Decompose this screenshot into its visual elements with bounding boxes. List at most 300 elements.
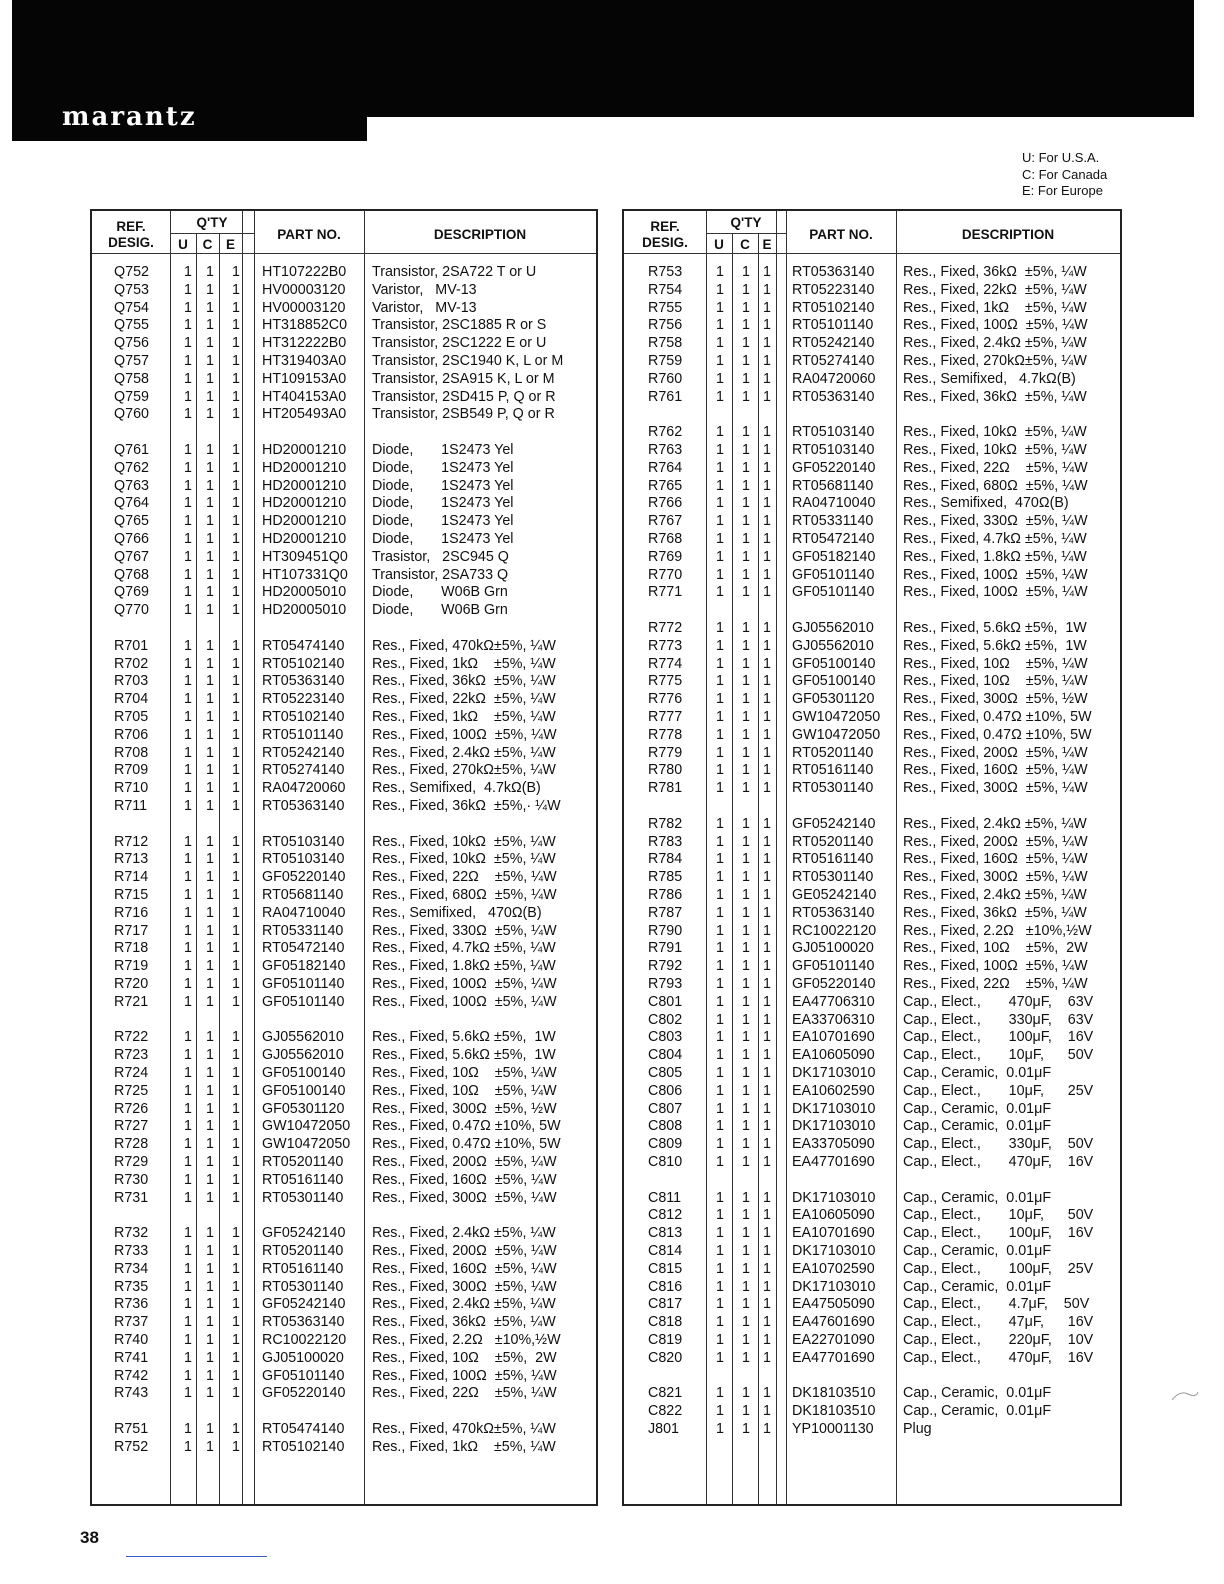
ref-desig: C819 <box>648 1332 683 1348</box>
description: Res., Fixed, 4.7kΩ ±5%, ¼W <box>903 531 1087 547</box>
qty-c: 1 <box>742 1136 750 1153</box>
qty-e: 1 <box>763 709 771 725</box>
part-no: EA47701690 <box>792 1349 875 1366</box>
qty-e: 1 <box>763 655 771 672</box>
qty-c: 1 <box>206 1118 214 1135</box>
ref-desig: R719 <box>114 958 149 975</box>
qty-u: 1 <box>716 1029 724 1046</box>
description: Res., Fixed, 160Ω ±5%, ¼W <box>372 1260 557 1277</box>
ref-desig: J801 <box>648 1421 680 1437</box>
ref-desig: Q770 <box>114 602 149 619</box>
part-no: GF05101140 <box>792 584 875 601</box>
ref-desig: Q760 <box>114 406 149 423</box>
qty-e: 1 <box>763 673 771 690</box>
qty-c: 1 <box>742 1225 750 1242</box>
part-no: GF05301120 <box>792 691 875 708</box>
qty-u: 1 <box>716 993 724 1010</box>
description: Res., Fixed, 10Ω ±5%, ¼W <box>903 655 1088 672</box>
qty-e: 1 <box>232 1136 240 1153</box>
qty-c: 1 <box>206 1243 214 1259</box>
description: Cap., Elect., 100μF, 16V <box>903 1225 1094 1242</box>
qty-e: 1 <box>763 904 771 921</box>
description: Res., Fixed, 22Ω ±5%, ¼W <box>372 1385 557 1402</box>
ref-desig: Q765 <box>114 513 149 530</box>
description: Diode, 1S2473 Yel <box>372 459 514 476</box>
description: Res., Fixed, 100Ω ±5%, ¼W <box>903 584 1088 601</box>
qty-c: 1 <box>206 709 214 725</box>
qty-u: 1 <box>716 940 724 957</box>
part-no: GF05242140 <box>262 1225 346 1242</box>
qty-u: 1 <box>184 370 192 387</box>
qty-u: 1 <box>716 851 724 868</box>
qty-c: 1 <box>206 1225 214 1242</box>
description: Cap., Elect., 330μF, 63V <box>903 1011 1094 1028</box>
part-no: GF05182140 <box>792 548 876 565</box>
qty-e: 1 <box>232 406 240 423</box>
description: Res., Fixed, 470kΩ±5%, ¼W <box>372 1421 556 1437</box>
qty-u: 1 <box>716 620 724 636</box>
description: Cap., Elect., 10μF, 50V <box>903 1207 1094 1224</box>
qty-u: 1 <box>716 353 724 369</box>
description: Res., Semifixed, 470Ω(B) <box>372 904 542 921</box>
qty-c: 1 <box>742 1332 750 1348</box>
qty-e: 1 <box>232 531 240 547</box>
part-no: EA10701690 <box>792 1029 875 1046</box>
qty-c: 1 <box>742 1100 750 1117</box>
qty-c: 1 <box>206 1189 214 1206</box>
ref-desig: R734 <box>114 1260 149 1277</box>
qty-c: 1 <box>742 833 750 850</box>
qty-c: 1 <box>742 495 750 512</box>
qty-u: 1 <box>716 1189 724 1206</box>
qty-e: 1 <box>763 691 771 708</box>
part-no: GW10472050 <box>262 1136 351 1153</box>
ref-desig: C822 <box>648 1403 683 1420</box>
qty-c: 1 <box>206 673 214 690</box>
part-no: RT05301140 <box>792 869 874 886</box>
part-no-header: PART NO. <box>809 227 873 242</box>
description: Res., Fixed, 200Ω ±5%, ¼W <box>372 1154 557 1170</box>
qty-e: 1 <box>763 513 771 530</box>
qty-u: 1 <box>184 726 192 743</box>
qty-e: 1 <box>232 958 240 975</box>
qty-e: 1 <box>232 264 240 280</box>
ref-desig: R712 <box>114 833 149 850</box>
qty-e: 1 <box>232 459 240 476</box>
qty-c: 1 <box>742 1296 750 1313</box>
description: Res., Fixed, 22Ω ±5%, ¼W <box>903 976 1088 992</box>
qty-c: 1 <box>206 798 214 814</box>
qty-e: 1 <box>232 335 240 352</box>
part-no: HT318852C0 <box>262 317 348 334</box>
qty-c: 1 <box>742 958 750 975</box>
ref-desig: R765 <box>648 477 683 494</box>
qty-e: 1 <box>232 887 240 903</box>
ref-desig: C805 <box>648 1065 683 1081</box>
qty-c: 1 <box>742 264 750 280</box>
ref-desig: R729 <box>114 1154 149 1170</box>
qty-u: 1 <box>184 1225 192 1242</box>
qty-c: 1 <box>742 531 750 547</box>
qty-c-header: C <box>740 237 750 252</box>
qty-e: 1 <box>232 744 240 761</box>
description: Res., Fixed, 2.2Ω ±10%,½W <box>903 922 1092 939</box>
description: Res., Fixed, 5.6kΩ ±5%, 1W <box>903 620 1087 636</box>
qty-c: 1 <box>206 887 214 903</box>
description: Res., Fixed, 160Ω ±5%, ¼W <box>372 1171 557 1188</box>
qty-u: 1 <box>716 1136 724 1153</box>
part-no: GE05242140 <box>792 887 877 903</box>
ref-desig: Q752 <box>114 264 149 280</box>
part-no: HD20001210 <box>262 531 347 547</box>
part-no: RT05161140 <box>262 1260 344 1277</box>
description: Cap., Elect., 470μF, 16V <box>903 1349 1094 1366</box>
qty-c: 1 <box>742 1207 750 1224</box>
description: Res., Fixed, 10Ω ±5%, ¼W <box>372 1082 557 1099</box>
part-no: RT05242140 <box>262 744 345 761</box>
description: Res., Fixed, 0.47Ω ±10%, 5W <box>903 709 1092 725</box>
qty-u: 1 <box>716 1207 724 1224</box>
qty-u: 1 <box>184 281 192 298</box>
qty-c: 1 <box>742 940 750 957</box>
qty-u: 1 <box>184 264 192 280</box>
ref-desig: C815 <box>648 1260 683 1277</box>
qty-u: 1 <box>184 1189 192 1206</box>
ref-desig: R791 <box>648 940 683 957</box>
part-no: DK17103010 <box>792 1189 876 1206</box>
description: Cap., Ceramic, 0.01μF <box>903 1065 1052 1081</box>
qty-u: 1 <box>184 1029 192 1046</box>
brand-logo: marantz <box>62 102 197 132</box>
qty-u: 1 <box>716 1260 724 1277</box>
ref-desig: R730 <box>114 1171 149 1188</box>
description: Res., Fixed, 1kΩ ±5%, ¼W <box>372 1438 556 1455</box>
part-no: RT05681140 <box>262 887 344 903</box>
qty-e: 1 <box>232 1100 240 1117</box>
ref-desig: R726 <box>114 1100 149 1117</box>
description: Res., Semifixed, 470Ω(B) <box>903 495 1069 512</box>
description: Diode, 1S2473 Yel <box>372 531 514 547</box>
ref-desig: R728 <box>114 1136 149 1153</box>
description: Diode, 1S2473 Yel <box>372 513 514 530</box>
ref-desig: C804 <box>648 1047 683 1064</box>
part-no: RT05474140 <box>262 1421 345 1437</box>
part-no: HT107331Q0 <box>262 566 348 583</box>
part-no: GJ05562010 <box>792 637 874 654</box>
qty-e: 1 <box>232 353 240 369</box>
description: Res., Fixed, 10Ω ±5%, 2W <box>903 940 1088 957</box>
description: Res., Fixed, 2.2Ω ±10%,½W <box>372 1332 561 1348</box>
description: Cap., Elect., 100μF, 16V <box>903 1029 1094 1046</box>
qty-c: 1 <box>206 1047 214 1064</box>
qty-c: 1 <box>742 726 750 743</box>
part-no: RC10022120 <box>792 922 877 939</box>
qty-u: 1 <box>716 566 724 583</box>
qty-c: 1 <box>742 851 750 868</box>
description: Res., Fixed, 680Ω ±5%, ¼W <box>372 887 557 903</box>
qty-e: 1 <box>763 976 771 992</box>
ref-desig: R732 <box>114 1225 149 1242</box>
qty-c: 1 <box>742 1011 750 1028</box>
description: Res., Fixed, 200Ω ±5%, ¼W <box>372 1243 557 1259</box>
part-no: GF05242140 <box>262 1296 346 1313</box>
qty-e: 1 <box>232 584 240 601</box>
qty-u: 1 <box>716 1118 724 1135</box>
description: Res., Fixed, 22Ω ±5%, ¼W <box>372 869 557 886</box>
part-no: RT05103140 <box>262 851 345 868</box>
description: Transistor, 2SC1940 K, L or M <box>372 353 564 369</box>
qty-u: 1 <box>716 424 724 441</box>
qty-u: 1 <box>184 1296 192 1313</box>
qty-c: 1 <box>206 762 214 779</box>
ref-desig: R713 <box>114 851 149 868</box>
part-no: RT05102140 <box>262 655 345 672</box>
qty-e: 1 <box>763 1403 771 1420</box>
qty-e: 1 <box>232 709 240 725</box>
qty-c: 1 <box>206 904 214 921</box>
ref-desig: Q769 <box>114 584 149 601</box>
qty-e: 1 <box>763 958 771 975</box>
ref-desig: Q757 <box>114 353 149 369</box>
qty-c: 1 <box>742 477 750 494</box>
qty-c: 1 <box>742 887 750 903</box>
description: Cap., Elect., 220μF, 10V <box>903 1332 1094 1348</box>
part-no-header: PART NO. <box>277 227 341 242</box>
qty-u: 1 <box>716 1421 724 1437</box>
qty-e: 1 <box>763 1421 771 1437</box>
ref-desig: C806 <box>648 1082 683 1099</box>
qty-u: 1 <box>716 904 724 921</box>
qty-c: 1 <box>742 299 750 316</box>
page-number: 38 <box>80 1528 99 1547</box>
qty-e-header: E <box>762 237 772 252</box>
qty-u: 1 <box>184 655 192 672</box>
description: Res., Fixed, 10Ω ±5%, 2W <box>372 1349 557 1366</box>
ref-desig: Q754 <box>114 299 149 316</box>
part-no: EA33705090 <box>792 1136 875 1153</box>
qty-c: 1 <box>742 1421 750 1437</box>
part-no: RT05363140 <box>792 904 875 921</box>
qty-c: 1 <box>206 1082 214 1099</box>
part-no: RT05102140 <box>262 709 345 725</box>
part-no: GF05101140 <box>262 1367 345 1384</box>
qty-u: 1 <box>716 370 724 387</box>
ref-desig: R725 <box>114 1082 149 1099</box>
part-no: DK17103010 <box>792 1065 876 1081</box>
part-no: RT05101140 <box>262 726 344 743</box>
qty-e: 1 <box>763 744 771 761</box>
qty-u: 1 <box>184 780 192 797</box>
desig-header: DESIG. <box>642 235 688 250</box>
description: Cap., Elect., 47μF, 16V <box>903 1314 1094 1331</box>
qty-e: 1 <box>232 1082 240 1099</box>
qty-c: 1 <box>206 406 214 423</box>
qty-u: 1 <box>716 1243 724 1259</box>
ref-desig: C801 <box>648 993 683 1010</box>
qty-e: 1 <box>232 1243 240 1259</box>
description: Res., Fixed, 22Ω ±5%, ¼W <box>903 459 1088 476</box>
qty-u: 1 <box>184 1065 192 1081</box>
qty-c: 1 <box>206 602 214 619</box>
description: Res., Fixed, 10Ω ±5%, ¼W <box>372 1065 557 1081</box>
qty-e: 1 <box>232 1118 240 1135</box>
ref-desig: Q764 <box>114 495 149 512</box>
qty-u: 1 <box>716 691 724 708</box>
description: Res., Fixed, 5.6kΩ ±5%, 1W <box>372 1029 556 1046</box>
qty-e: 1 <box>232 495 240 512</box>
description: Varistor, MV-13 <box>372 281 477 298</box>
qty-u-header: U <box>178 237 188 252</box>
part-no: HT309451Q0 <box>262 548 348 565</box>
qty-e: 1 <box>763 1065 771 1081</box>
qty-u: 1 <box>184 762 192 779</box>
ref-desig: R762 <box>648 424 683 441</box>
description: Transistor, 2SC1885 R or S <box>372 317 547 334</box>
qty-e: 1 <box>232 869 240 886</box>
qty-u: 1 <box>184 299 192 316</box>
qty-e: 1 <box>763 584 771 601</box>
qty-u: 1 <box>716 264 724 280</box>
ref-desig: R783 <box>648 833 683 850</box>
description: Plug <box>903 1421 932 1437</box>
description: Res., Fixed, 200Ω ±5%, ¼W <box>903 744 1088 761</box>
qty-u: 1 <box>184 993 192 1010</box>
qty-e: 1 <box>763 869 771 886</box>
description: Res., Fixed, 36kΩ ±5%, ¼W <box>903 904 1087 921</box>
qty-u: 1 <box>184 1118 192 1135</box>
part-no: RA04720060 <box>262 780 346 797</box>
part-no: EA10605090 <box>792 1207 875 1224</box>
qty-e: 1 <box>763 833 771 850</box>
qty-u: 1 <box>184 1367 192 1384</box>
qty-e: 1 <box>232 940 240 957</box>
qty-c: 1 <box>742 1260 750 1277</box>
ref-desig: R766 <box>648 495 683 512</box>
description: Diode, 1S2473 Yel <box>372 477 514 494</box>
qty-c: 1 <box>206 370 214 387</box>
ref-desig: C816 <box>648 1278 683 1295</box>
qty-e: 1 <box>763 370 771 387</box>
qty-u: 1 <box>184 1171 192 1188</box>
qty-u: 1 <box>716 1065 724 1081</box>
qty-u: 1 <box>716 958 724 975</box>
qty-e: 1 <box>232 477 240 494</box>
ref-desig: R722 <box>114 1029 149 1046</box>
qty-c: 1 <box>206 1296 214 1313</box>
description: Res., Fixed, 1kΩ ±5%, ¼W <box>903 299 1087 316</box>
qty-u: 1 <box>184 833 192 850</box>
qty-c: 1 <box>742 815 750 832</box>
ref-desig: C809 <box>648 1136 683 1153</box>
ref-desig: R777 <box>648 709 683 725</box>
qty-u: 1 <box>184 1260 192 1277</box>
qty-u: 1 <box>184 495 192 512</box>
part-no: RT05101140 <box>792 317 874 334</box>
part-no: RT05331140 <box>792 513 874 530</box>
part-no: RT05201140 <box>262 1243 344 1259</box>
ref-desig: R775 <box>648 673 683 690</box>
qty-c: 1 <box>742 620 750 636</box>
qty-c: 1 <box>206 1438 214 1455</box>
part-no: RT05201140 <box>792 833 874 850</box>
legend-line: C: For Canada <box>1022 166 1108 182</box>
description: Res., Fixed, 270kΩ±5%, ¼W <box>372 762 556 779</box>
ref-desig: R793 <box>648 976 683 992</box>
qty-e: 1 <box>232 922 240 939</box>
qty-u: 1 <box>184 904 192 921</box>
ref-desig: R706 <box>114 726 149 743</box>
qty-c: 1 <box>206 691 214 708</box>
ref-desig: R735 <box>114 1278 149 1295</box>
part-no: GF05100140 <box>262 1065 346 1081</box>
qty-e: 1 <box>232 1047 240 1064</box>
ref-desig: C813 <box>648 1225 683 1242</box>
part-no: HD20001210 <box>262 513 347 530</box>
qty-c: 1 <box>206 1367 214 1384</box>
qty-e: 1 <box>232 299 240 316</box>
part-no: EA10602590 <box>792 1082 875 1099</box>
part-no: RT05301140 <box>262 1189 344 1206</box>
qty-e: 1 <box>763 1207 771 1224</box>
part-no: HD20001210 <box>262 477 347 494</box>
ref-desig: R779 <box>648 744 683 761</box>
ref-desig: R776 <box>648 691 683 708</box>
qty-e: 1 <box>232 833 240 850</box>
part-no: RT05103140 <box>792 424 875 441</box>
ref-desig: R755 <box>648 299 683 316</box>
part-no: DK17103010 <box>792 1278 876 1295</box>
description: Cap., Ceramic, 0.01μF <box>903 1189 1052 1206</box>
ref-desig: R773 <box>648 637 683 654</box>
qty-e: 1 <box>763 566 771 583</box>
qty-c: 1 <box>206 655 214 672</box>
qty-e: 1 <box>763 637 771 654</box>
description: Res., Fixed, 470kΩ±5%, ¼W <box>372 637 556 654</box>
qty-c: 1 <box>742 370 750 387</box>
qty-e: 1 <box>763 1118 771 1135</box>
qty-e: 1 <box>763 851 771 868</box>
description: Res., Fixed, 2.4kΩ ±5%, ¼W <box>372 744 556 761</box>
part-no: GF05101140 <box>792 958 875 975</box>
qty-c: 1 <box>742 353 750 369</box>
qty-u: 1 <box>184 477 192 494</box>
description: Res., Fixed, 100Ω ±5%, ¼W <box>372 726 557 743</box>
ref-desig: R708 <box>114 744 149 761</box>
qty-c: 1 <box>206 726 214 743</box>
qty-u: 1 <box>716 744 724 761</box>
qty-c: 1 <box>742 1243 750 1259</box>
part-no: RT05274140 <box>262 762 345 779</box>
ref-desig: R780 <box>648 762 683 779</box>
qty-c: 1 <box>206 637 214 654</box>
qty-c: 1 <box>742 584 750 601</box>
qty-u: 1 <box>716 1314 724 1331</box>
qty-c: 1 <box>742 1314 750 1331</box>
part-no: DK17103010 <box>792 1243 876 1259</box>
ref-desig: R784 <box>648 851 683 868</box>
ref-desig: R781 <box>648 780 683 797</box>
qty-e: 1 <box>232 1367 240 1384</box>
qty-e: 1 <box>232 851 240 868</box>
qty-u: 1 <box>716 335 724 352</box>
qty-c: 1 <box>742 459 750 476</box>
qty-e: 1 <box>232 548 240 565</box>
description: Res., Fixed, 100Ω ±5%, ¼W <box>372 976 557 992</box>
part-no: RT05301140 <box>262 1278 344 1295</box>
part-no: RT05161140 <box>792 762 874 779</box>
part-no: HV00003120 <box>262 299 346 316</box>
ref-desig: R759 <box>648 353 683 369</box>
